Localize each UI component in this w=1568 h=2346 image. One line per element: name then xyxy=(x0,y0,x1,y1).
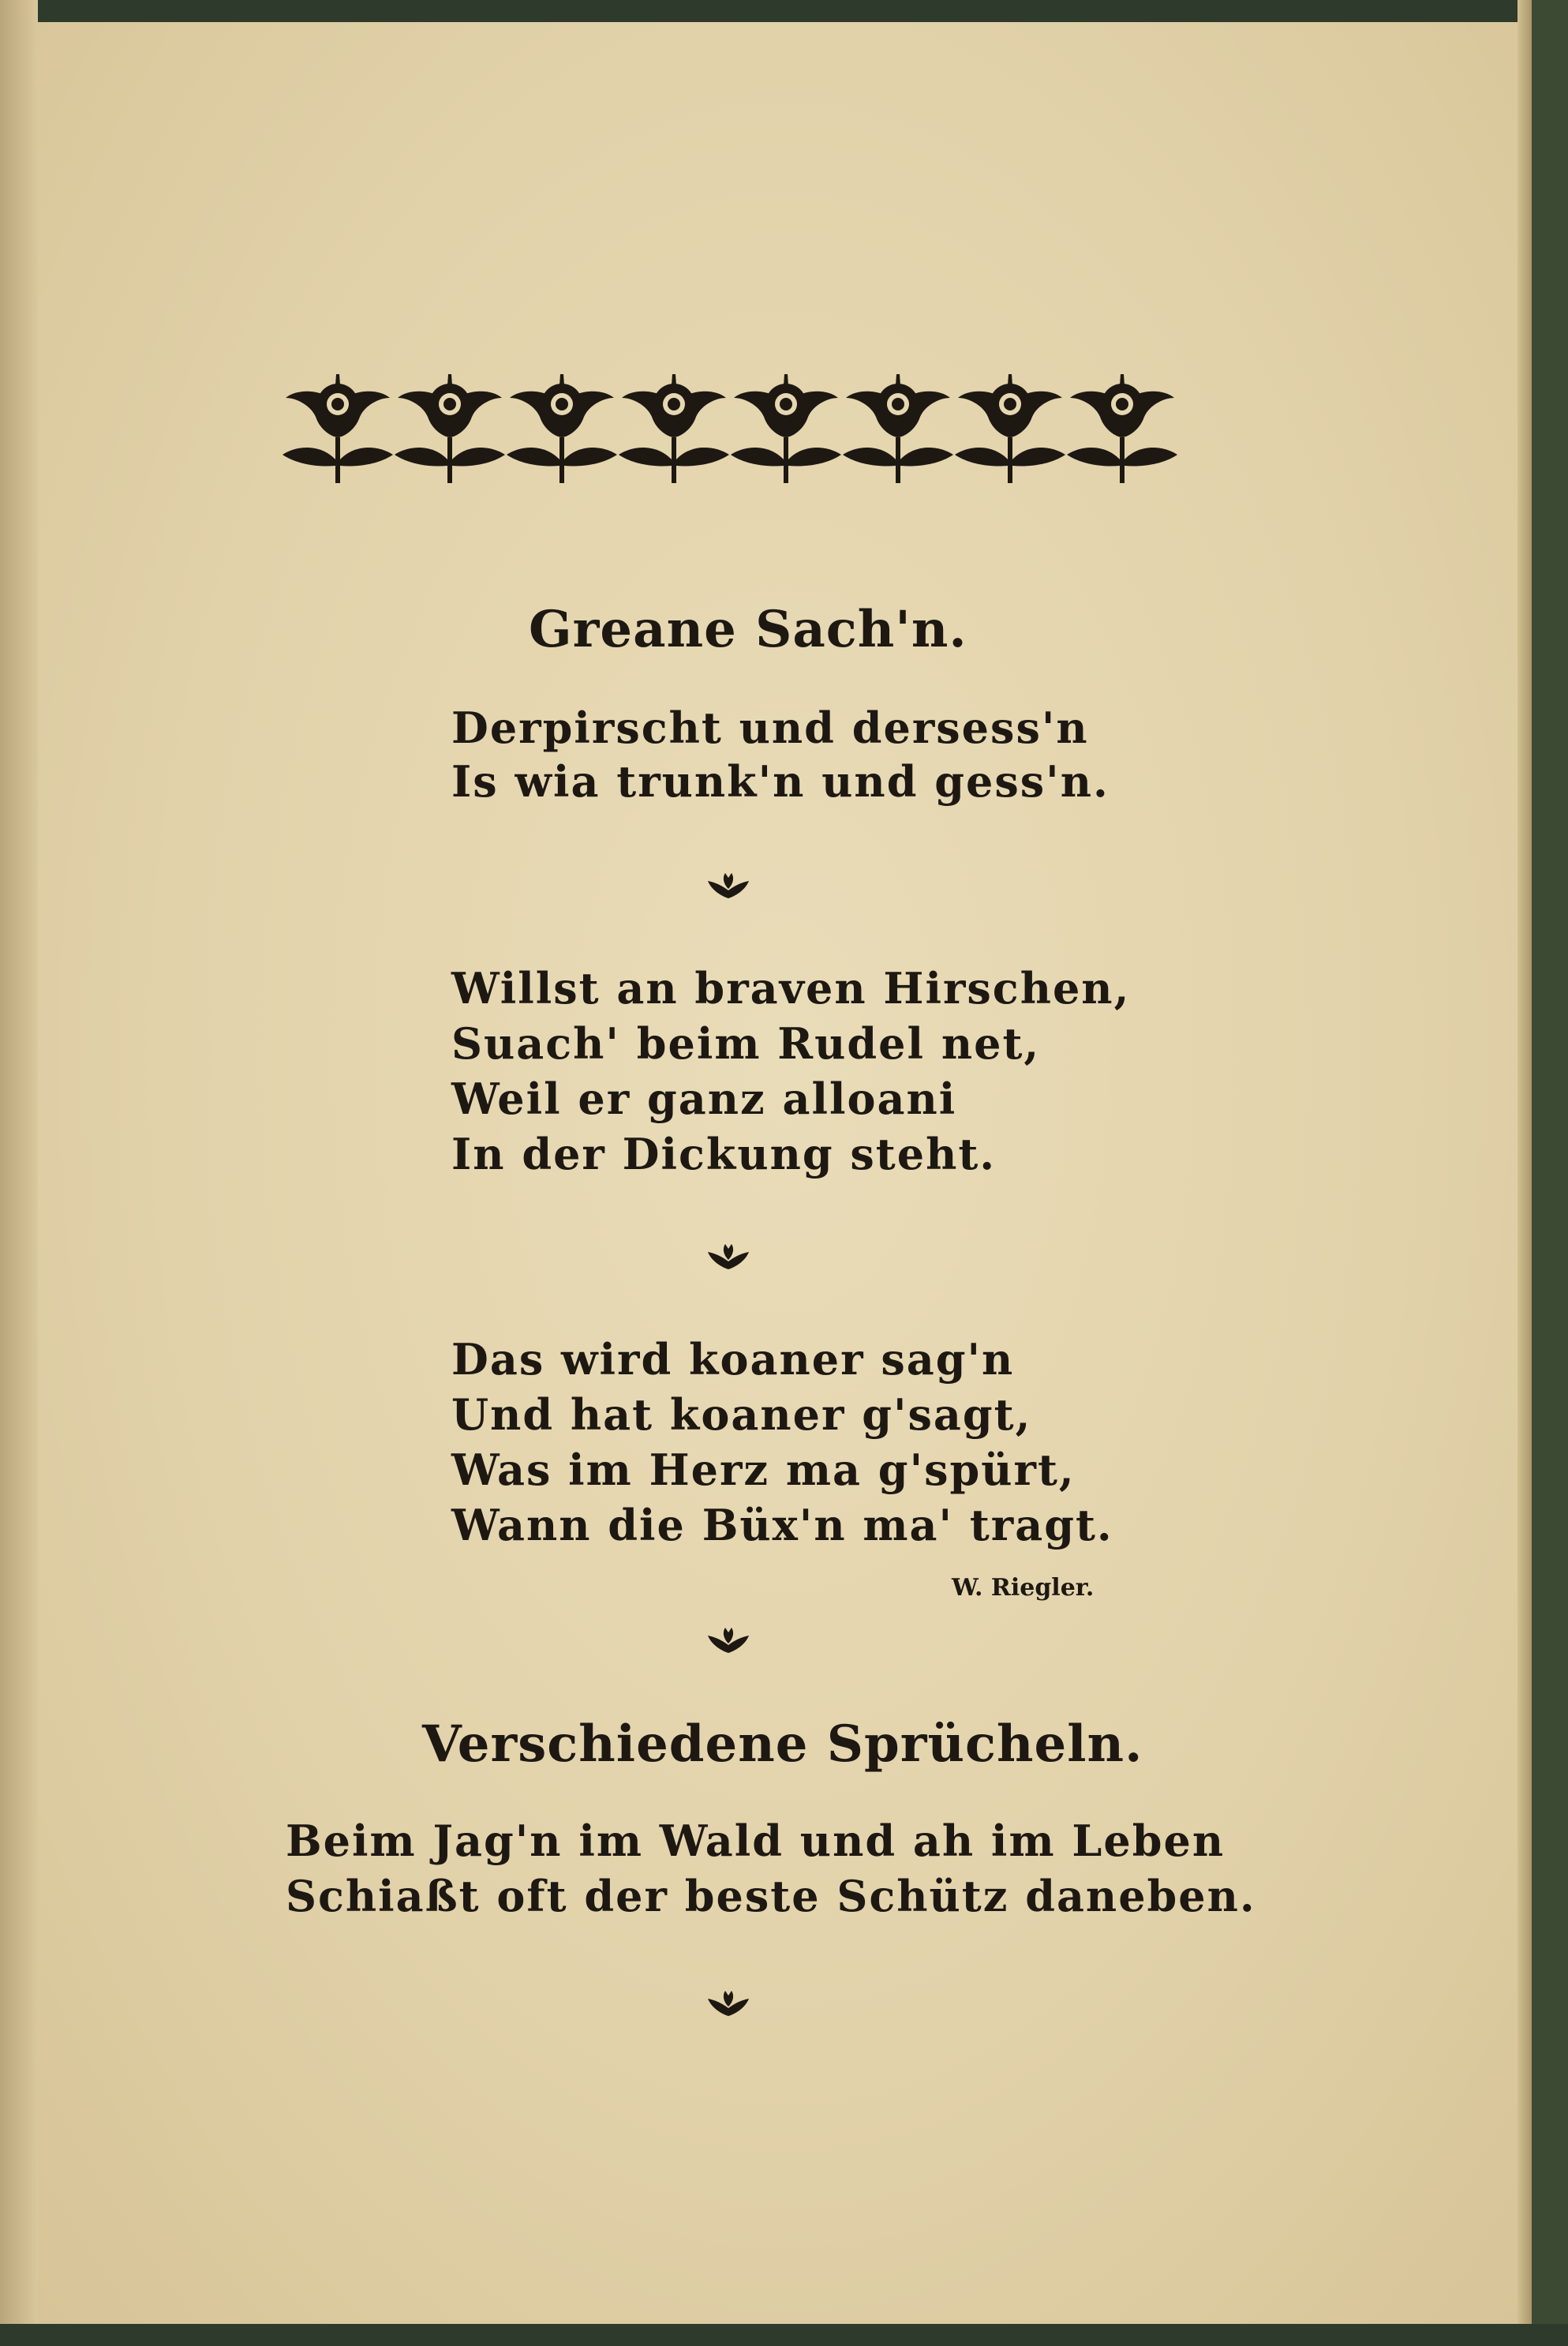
poem-line: Weil er ganz alloani xyxy=(451,1074,957,1124)
floral-dingbat-icon xyxy=(705,1242,752,1271)
poem-line: Was im Herz ma g'spürt, xyxy=(451,1445,1076,1495)
poem-line: Das wird koaner sag'n xyxy=(451,1334,1015,1385)
poem-line: Suach' beim Rudel net, xyxy=(451,1018,1041,1069)
poem-line: Und hat koaner g'sagt, xyxy=(451,1389,1032,1440)
poem-title: Verschiedene Sprücheln. xyxy=(422,1715,1143,1774)
poem-line: Beim Jag'n im Wald und ah im Leben xyxy=(286,1816,1226,1866)
poem-line: In der Dickung steht. xyxy=(451,1129,997,1179)
poem-line: Derpirscht und dersess'n xyxy=(451,703,1089,753)
poem-title: Greane Sach'n. xyxy=(529,600,967,659)
poem-line: Wann die Büx'n ma' tragt. xyxy=(451,1500,1113,1550)
tulip-border-ornament xyxy=(283,371,1182,489)
poem-author: W. Riegler. xyxy=(952,1574,1095,1602)
floral-dingbat-icon xyxy=(705,1989,752,2018)
book-cover-edge xyxy=(1532,0,1568,2346)
floral-dingbat-icon xyxy=(705,871,752,900)
poem-line: Is wia trunk'n und gess'n. xyxy=(451,756,1110,807)
page-gutter xyxy=(0,0,38,2346)
page-right-edge xyxy=(1517,0,1532,2346)
page-top-edge xyxy=(0,0,1568,22)
page-bottom-edge xyxy=(0,2324,1568,2346)
poem-line: Schiaßt oft der beste Schütz daneben. xyxy=(286,1871,1256,1921)
floral-dingbat-icon xyxy=(705,1626,752,1655)
poem-line: Willst an braven Hirschen, xyxy=(451,963,1131,1014)
